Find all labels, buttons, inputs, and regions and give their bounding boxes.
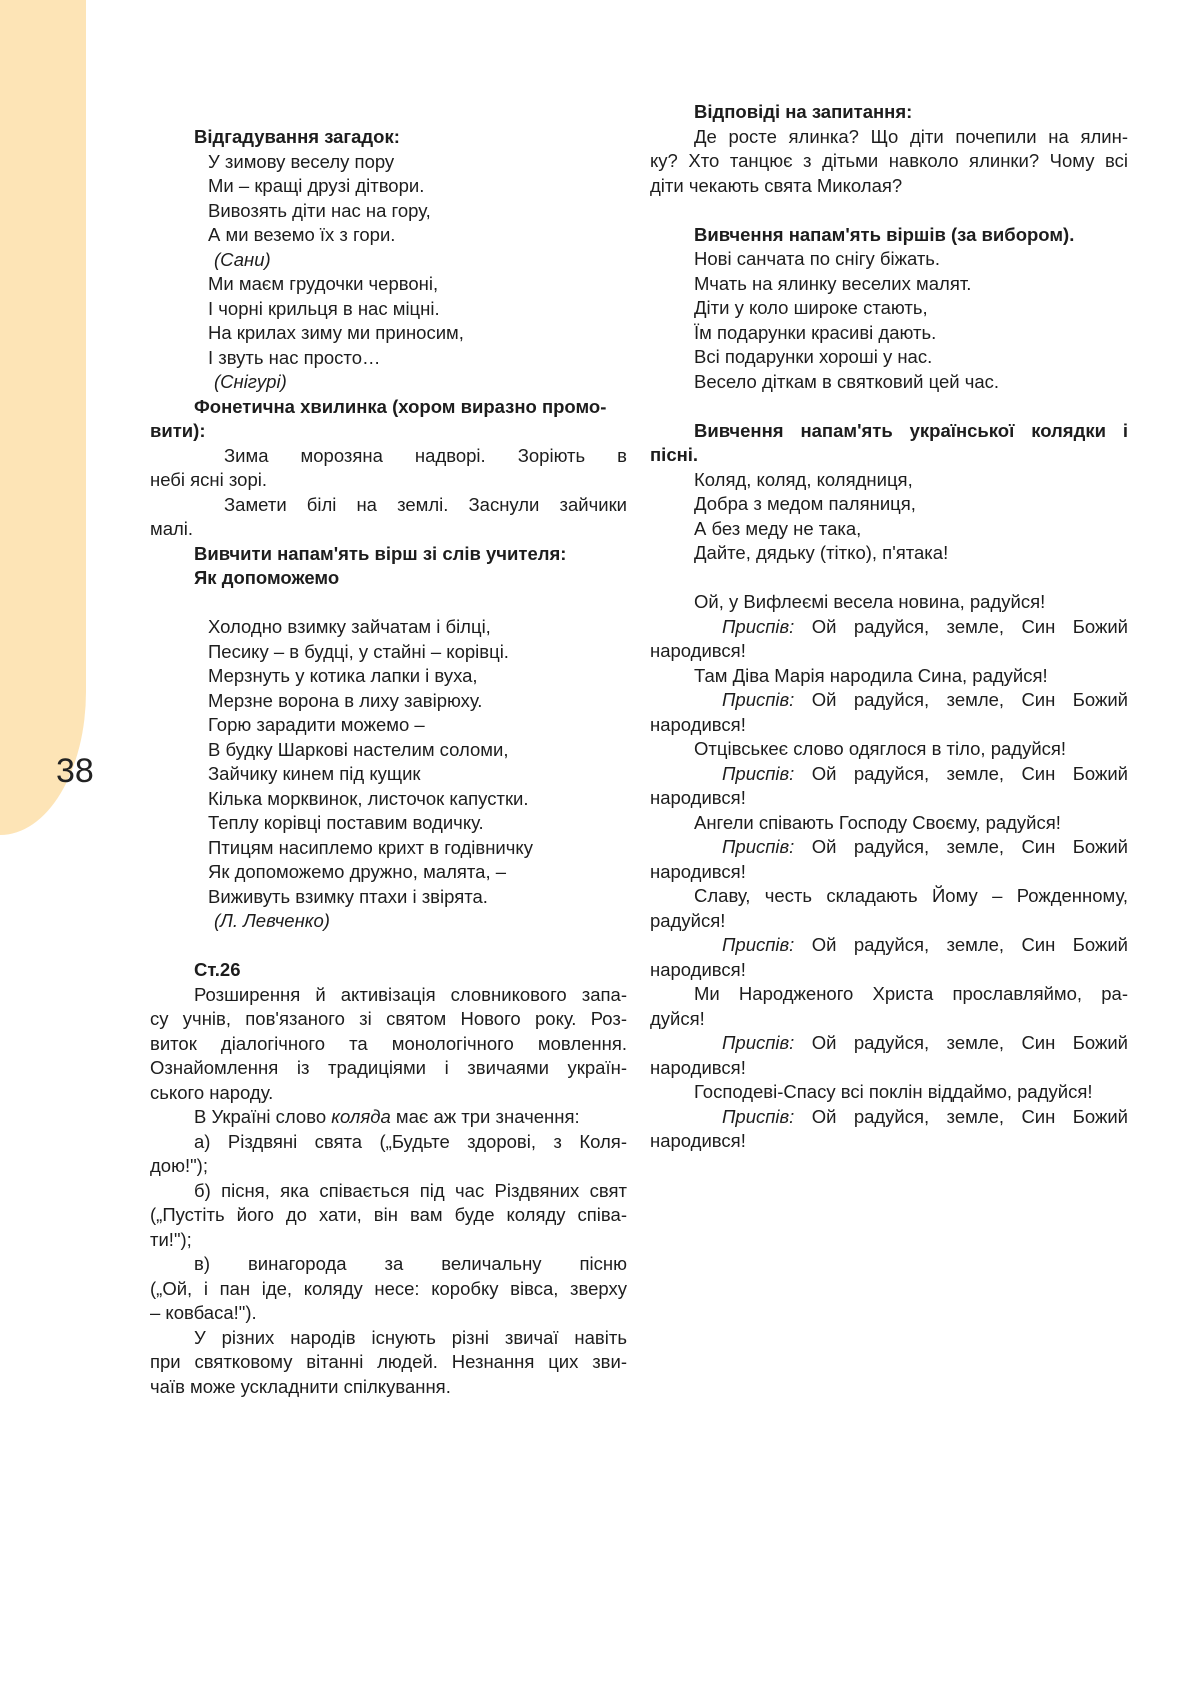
page-corner-tab <box>0 0 86 835</box>
refrain-text: Ой радуйся, земле, Син Божий <box>794 762 1128 784</box>
refrain-end: народився! <box>650 640 746 661</box>
refrain-label: Приспів: <box>722 689 795 710</box>
verse-line: Діти у коло широке стають, <box>694 297 928 318</box>
poem-line: Птицям насиплемо крихт в годівничку <box>208 836 533 858</box>
phonetic-line: Зима морозяна надворі. Зоріють в <box>224 444 627 466</box>
left-column <box>150 125 627 1399</box>
refrain-end: народився! <box>650 860 746 882</box>
kolyada-post: має аж три значення: <box>390 1106 580 1127</box>
riddle-line: Вивозять діти нас на гору, <box>208 199 431 221</box>
koliadka-line: А без меду не така, <box>694 517 862 539</box>
riddle-line: І чорні крильця в нас міцні. <box>208 297 440 319</box>
kolyada-pre: В Україні слово <box>194 1106 332 1127</box>
refrain-label: Приспів: <box>722 762 795 784</box>
refrain-label: Приспів: <box>722 615 795 637</box>
poem-line: Виживуть взимку птахи і звірята. <box>208 885 488 907</box>
verses-heading: Вивчення напам'ять віршів (за вибором). <box>694 223 1075 245</box>
refrain-text: Ой радуйся, земле, Син Божий <box>794 1105 1128 1127</box>
riddle-answer: (Сани) <box>214 248 271 270</box>
riddle-line: Ми – кращі друзі дітвори. <box>208 175 425 196</box>
song-line: Отцівськеє слово одяглося в тіло, радуйся! <box>694 738 1067 759</box>
poem-line: Як допоможемо дружно, малята, – <box>208 861 507 882</box>
meaning-line: – ковбаса!"). <box>150 1302 257 1323</box>
refrain-label: Приспів: <box>722 934 795 955</box>
song-line: Там Діва Марія народила Сина, радуйся! <box>694 664 1048 686</box>
refrain-text: Ой радуйся, земле, Син Божий <box>794 1032 1128 1053</box>
refrain-line <box>650 933 1128 958</box>
phonetic-line: небі ясні зорі. <box>150 469 267 490</box>
section-heading: Ст.26 <box>194 959 241 980</box>
paragraph-line: У різних народів існують різні звичаї навіть <box>194 1326 627 1348</box>
poem-line: Теплу корівці поставим водичку. <box>208 812 484 833</box>
answers-line: ку? Хто танцює з дітьми навколо ялинки? Чому всі <box>650 150 1128 171</box>
poem-line: Зайчику кинем під кущик <box>208 763 421 784</box>
refrain-text: Ой радуйся, земле, Син Божий <box>794 836 1128 857</box>
song-line: Славу, честь складають Йому – Рожденному, <box>694 885 1128 906</box>
paragraph-line: чаїв може ускладнити спілкування. <box>150 1375 451 1397</box>
verse-line: Нові санчата по снігу біжать. <box>694 248 941 269</box>
answers-heading: Відповіді на запитання: <box>694 101 913 122</box>
song-line: Ангели співають Господу Своєму, радуйся! <box>694 811 1061 833</box>
refrain-label: Приспів: <box>722 1105 795 1127</box>
phonetic-line: Замети білі на землі. Заснули зайчики <box>224 493 627 515</box>
refrain-line <box>650 1105 1128 1130</box>
refrain-end: народився! <box>650 1130 746 1151</box>
kolyada-line <box>150 1105 627 1130</box>
koliadka-heading-cont: пісні. <box>650 444 699 465</box>
refrain-end: народився! <box>650 787 746 808</box>
paragraph-line: су учнів, пов'язаного зі святом Нового року. Роз- <box>150 1008 627 1029</box>
meaning-line: а) Різдвяні свята („Будьте здорові, з Коля- <box>194 1130 627 1152</box>
verse-line: Всі подарунки хороші у нас. <box>694 346 933 367</box>
riddle-line: Ми маєм грудочки червоні, <box>208 273 439 294</box>
paragraph-line: при святковому вітанні людей. Незнання цих зви- <box>150 1351 627 1372</box>
meaning-line: б) пісня, яка співається під час Різдвяних свят <box>194 1179 627 1201</box>
koliadka-heading: Вивчення напам'ять української колядки і <box>694 419 1128 441</box>
riddle-answer: (Снігурі) <box>214 371 287 392</box>
koliadka-line: Коляд, коляд, колядниця, <box>694 468 913 490</box>
refrain-label: Приспів: <box>722 1032 795 1053</box>
page-number: 38 <box>56 752 94 790</box>
refrain-line <box>650 688 1128 713</box>
refrain-line <box>650 835 1128 860</box>
meaning-line: дою!"); <box>150 1155 208 1176</box>
riddles-heading: Відгадування загадок: <box>194 126 400 147</box>
memorize-heading: Вивчити напам'ять вірш зі слів учителя: <box>194 542 567 564</box>
song-line: радуйся! <box>650 909 726 931</box>
meaning-line: („Ой, і пан іде, коляду несе: коробку вівса, зверху <box>150 1277 627 1299</box>
refrain-label: Приспів: <box>722 836 795 857</box>
refrain-end: народився! <box>650 1056 746 1078</box>
poem-line: Холодно взимку зайчатам і білці, <box>208 616 491 637</box>
phonetic-line: малі. <box>150 518 194 539</box>
riddle-line: У зимову веселу пору <box>208 150 395 172</box>
meaning-line: ти!"); <box>150 1228 192 1250</box>
poem-line: Мерзне ворона в лиху завірюху. <box>208 689 483 711</box>
riddle-line: І звуть нас просто… <box>208 346 381 368</box>
answers-line: Де росте ялинка? Що діти почепили на ялин- <box>694 125 1128 147</box>
phonetic-heading-cont: вити): <box>150 420 206 441</box>
poem-line: Мерзнуть у котика лапки і вуха, <box>208 665 478 686</box>
song-line: Ми Народженого Христа прославляймо, ра- <box>694 983 1128 1004</box>
paragraph-line: ського народу. <box>150 1081 274 1103</box>
riddle-line: На крилах зиму ми приносим, <box>208 322 464 343</box>
poem-author: (Л. Левченко) <box>214 910 330 931</box>
refrain-end: народився! <box>650 713 746 735</box>
koliadka-line: Добра з медом паляниця, <box>694 493 916 514</box>
poem-line: В будку Шаркові настелим соломи, <box>208 738 509 760</box>
refrain-text: Ой радуйся, земле, Син Божий <box>794 615 1128 637</box>
refrain-line <box>650 615 1128 640</box>
refrain-line <box>650 1031 1128 1056</box>
koliadka-line: Дайте, дядьку (тітко), п'ятака! <box>694 542 949 563</box>
verse-line: Мчать на ялинку веселих малят. <box>694 272 972 294</box>
paragraph-line: Ознайомлення із традиціями і звичаями україн- <box>150 1057 627 1078</box>
meaning-line: („Пустіть його до хати, він вам буде коляду співа- <box>150 1204 627 1225</box>
song-line: дуйся! <box>650 1007 705 1029</box>
refrain-line <box>650 762 1128 787</box>
song-line: Ой, у Вифлеємі весела новина, радуйся! <box>694 591 1046 612</box>
poem-line: Кілька морквинок, листочок капустки. <box>208 787 529 809</box>
riddle-line: А ми веземо їх з гори. <box>208 224 396 245</box>
kolyada-word: коляда <box>331 1106 391 1127</box>
poem-title: Як допоможемо <box>194 567 340 588</box>
song-line: Господеві-Спасу всі поклін віддаймо, радуйся! <box>694 1081 1093 1102</box>
verse-line: Весело діткам в святковий цей час. <box>694 370 1000 392</box>
refrain-text: Ой радуйся, земле, Син Божий <box>794 934 1128 955</box>
paragraph-line: виток діалогічного та монологічного мовлення. <box>150 1032 627 1054</box>
refrain-text: Ой радуйся, земле, Син Божий <box>794 689 1128 710</box>
meaning-line: в) винагорода за величальну пісню <box>194 1253 627 1274</box>
verse-line: Їм подарунки красиві дають. <box>694 321 937 343</box>
right-column <box>650 100 1128 1154</box>
refrain-end: народився! <box>650 958 746 980</box>
answers-line: діти чекають свята Миколая? <box>650 174 903 196</box>
phonetic-heading: Фонетична хвилинка (хором виразно промо- <box>194 395 607 417</box>
poem-line: Горю зарадити можемо – <box>208 714 425 735</box>
paragraph-line: Розширення й активізація словникового запа- <box>194 983 627 1005</box>
poem-line: Песику – в будці, у стайні – корівці. <box>208 640 509 662</box>
